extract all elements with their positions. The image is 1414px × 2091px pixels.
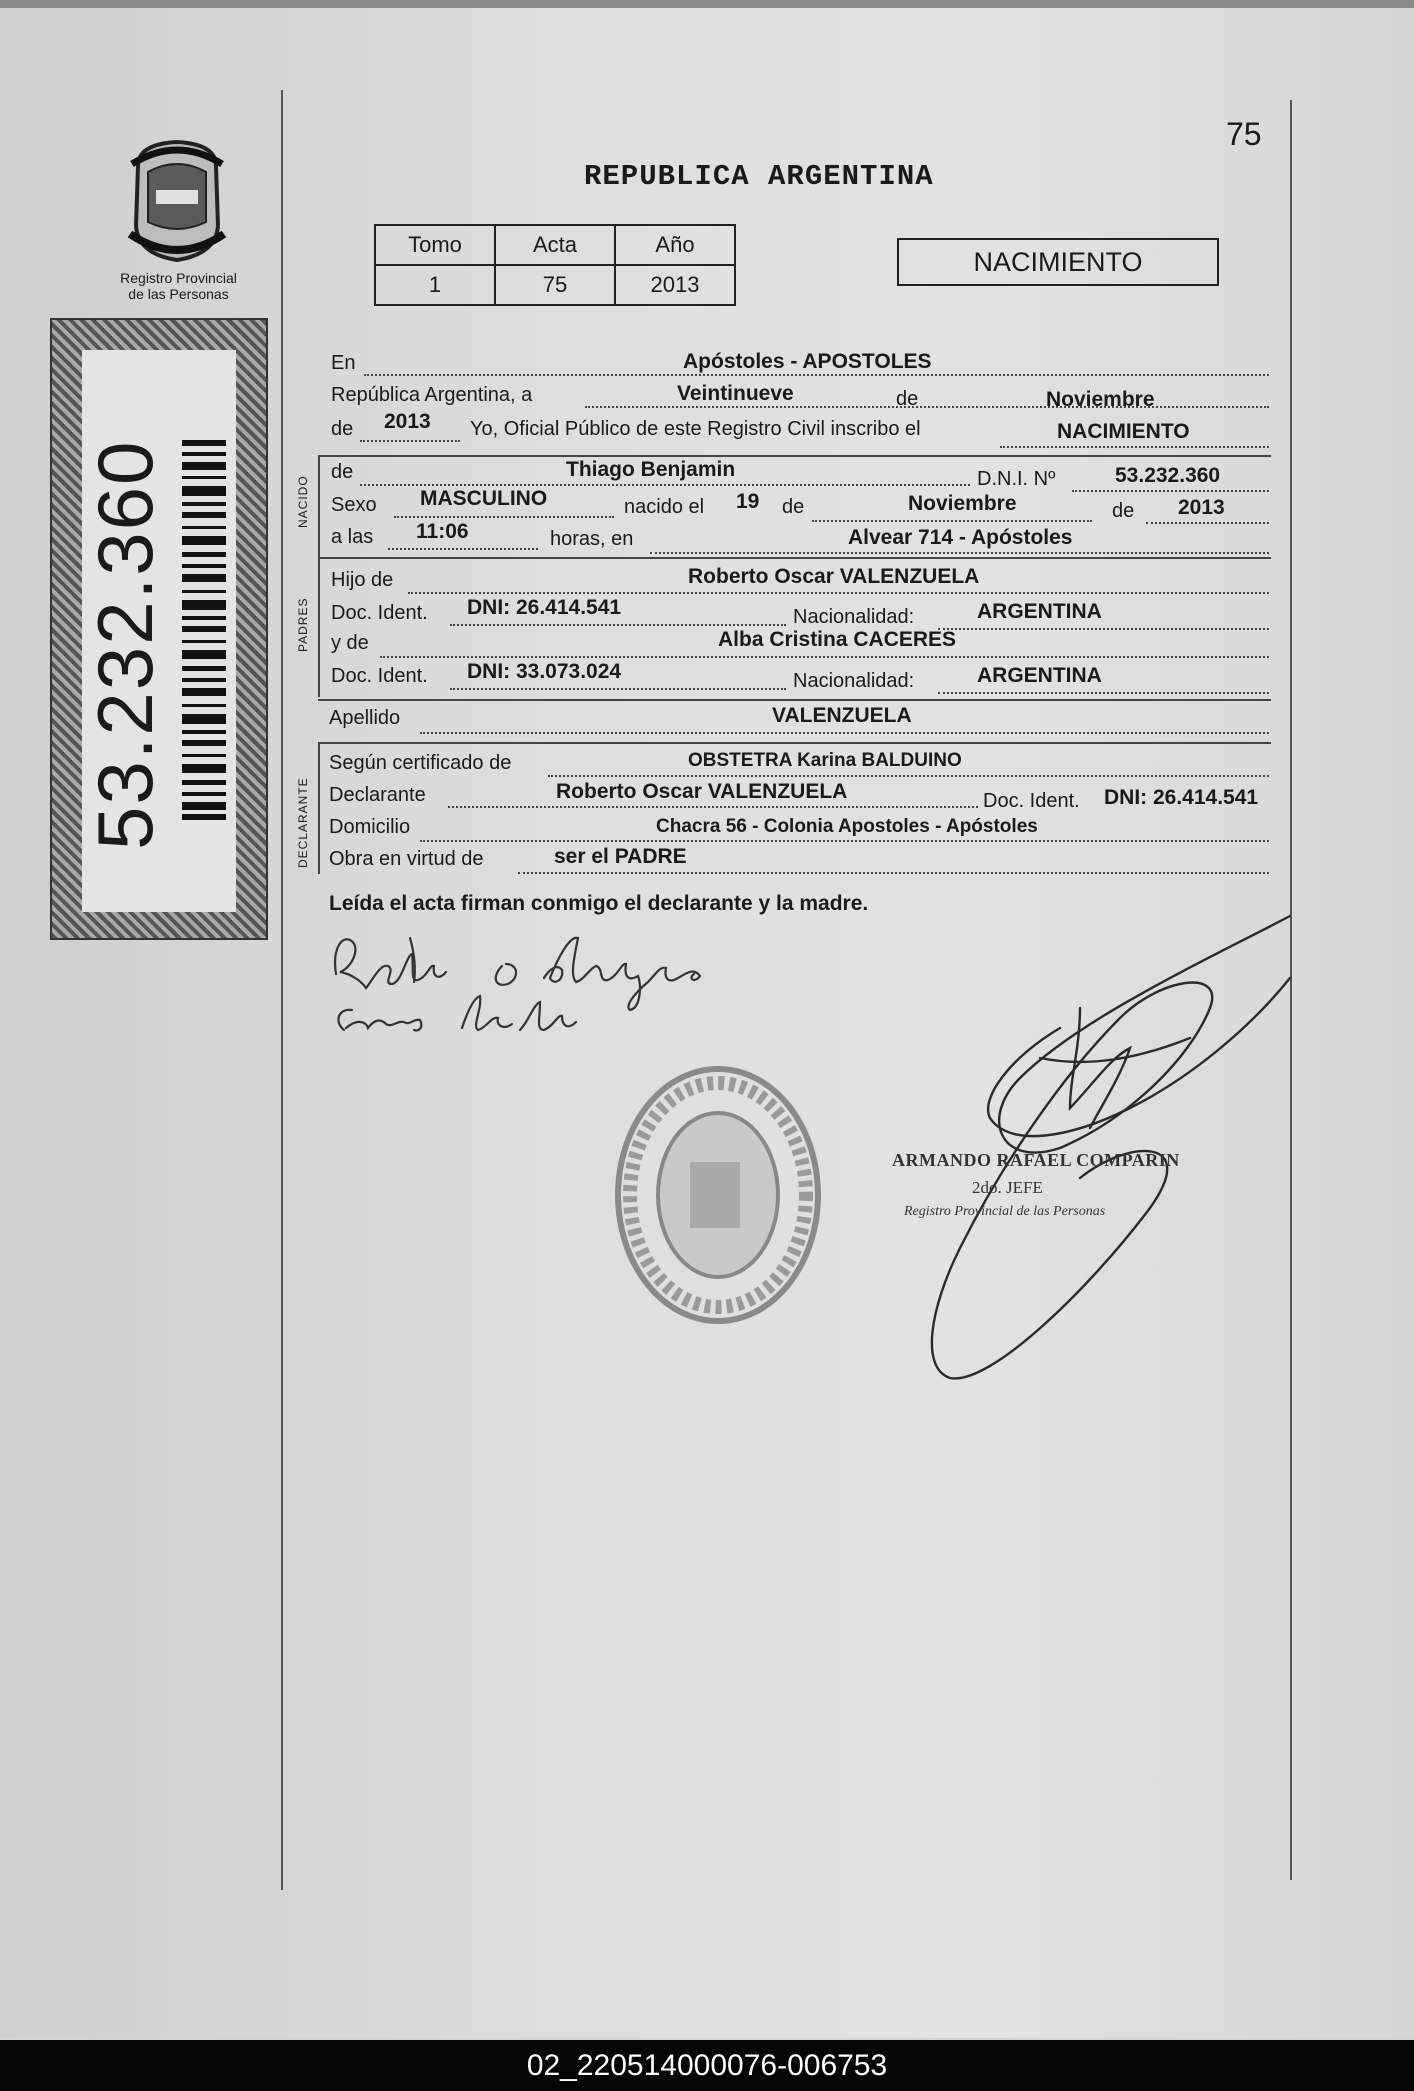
registry-line2: de las Personas	[128, 286, 229, 302]
declarante-label: Declarante	[329, 784, 426, 806]
padre-doc: DNI: 26.414.541	[467, 596, 622, 619]
nacido-de2-label: de	[1112, 500, 1135, 522]
barcode-number: 53.232.360	[81, 439, 169, 850]
certificado-value: OBSTETRA Karina BALDUINO	[688, 750, 962, 771]
section-rule-declarante	[318, 742, 320, 874]
madre-nac-dots	[938, 692, 1269, 694]
dni-dots	[1072, 490, 1269, 492]
official-name: ARMANDO RAFAEL COMPARIN	[892, 1150, 1180, 1170]
obra-dots	[518, 872, 1269, 874]
inscribo-dots	[1000, 446, 1269, 448]
a-las-label: a las	[331, 526, 374, 548]
section-label-declarante: DECLARANTE	[296, 777, 310, 868]
declarante-value: Roberto Oscar VALENZUELA	[556, 780, 848, 803]
horas-en-label: horas, en	[550, 528, 634, 550]
mes-value: Noviembre	[1046, 388, 1155, 411]
table-header-tomo: Tomo	[375, 225, 495, 265]
en-value: Apóstoles - APOSTOLES	[683, 350, 932, 373]
declarante-doc: DNI: 26.414.541	[1104, 786, 1259, 809]
sexo-value: MASCULINO	[420, 487, 548, 510]
table-value-acta: 75	[495, 265, 615, 305]
yde-label: y de	[331, 632, 369, 654]
madre-doc-dots	[450, 688, 786, 690]
handwritten-signature-1-icon	[322, 918, 802, 1058]
padre-nac: ARGENTINA	[977, 600, 1102, 623]
certificado-dots	[548, 775, 1269, 777]
section-rule-nacido	[318, 455, 320, 557]
table-value-tomo: 1	[375, 265, 495, 305]
de2-label: de	[331, 418, 354, 440]
barcode-bars-icon	[182, 440, 226, 820]
table-value-row	[375, 265, 735, 305]
anio-value: 2013	[384, 410, 431, 433]
official-office: Registro Provincial de las Personas	[904, 1204, 1106, 1219]
act-type-box: NACIMIENTO	[897, 238, 1219, 286]
domicilio-dots	[420, 840, 1269, 842]
nombre-dots	[360, 484, 970, 486]
republica-dots	[585, 406, 1269, 408]
madre-nac: ARGENTINA	[977, 664, 1102, 687]
table-header-anio: Año	[615, 225, 735, 265]
nacido-dia: 19	[736, 490, 760, 513]
padre-dots	[408, 592, 1269, 594]
scan-footer-id: 02_220514000076-006753	[0, 2040, 1414, 2091]
nombre-label: de	[331, 461, 354, 483]
doc-ident-label-2: Doc. Ident.	[331, 665, 428, 687]
en-dots	[364, 374, 1269, 376]
nacido-de-label: de	[782, 496, 805, 518]
nombre-value: Thiago Benjamin	[566, 458, 736, 481]
de-label: de	[896, 388, 919, 410]
nacido-label: nacido el	[624, 496, 705, 518]
en-label: En	[331, 352, 356, 374]
section-divider-4	[318, 742, 1271, 744]
dni-value: 53.232.360	[1115, 464, 1221, 487]
section-divider-1	[318, 455, 1271, 457]
table-value-anio: 2013	[615, 265, 735, 305]
nacido-anio: 2013	[1178, 496, 1225, 519]
official-seal-icon	[612, 1062, 824, 1328]
apellido-dots	[420, 732, 1269, 734]
lugar-dots	[650, 552, 1269, 554]
section-rule-padres	[318, 557, 320, 697]
page-number: 75	[1226, 116, 1262, 152]
registry-caption	[96, 270, 261, 302]
section-divider-2	[318, 557, 1271, 559]
oficial-text: Yo, Oficial Público de este Registro Civil inscribo el	[470, 418, 921, 440]
obra-value: ser el PADRE	[554, 845, 687, 868]
hora-value: 11:06	[416, 520, 469, 543]
declarante-dots	[448, 806, 978, 808]
padre-nac-dots	[938, 628, 1269, 630]
hora-dots	[388, 548, 538, 550]
sexo-dots	[394, 516, 614, 518]
document-title: REPUBLICA ARGENTINA	[584, 160, 934, 193]
nacido-mes: Noviembre	[908, 492, 1017, 515]
official-signature-icon	[830, 908, 1300, 1388]
madre-doc: DNI: 33.073.024	[467, 660, 622, 683]
doc-ident-label: Doc. Ident.	[331, 602, 428, 624]
nacionalidad-label-2: Nacionalidad:	[793, 670, 915, 692]
section-divider-3	[318, 699, 1271, 701]
apellido-value: VALENZUELA	[772, 704, 912, 727]
madre-dots	[380, 656, 1269, 658]
table-header-row	[375, 225, 735, 265]
domicilio-value: Chacra 56 - Colonia Apostoles - Apóstoles	[656, 816, 1038, 837]
declarante-doc-label: Doc. Ident.	[983, 790, 1080, 812]
tomo-acta-table	[374, 224, 736, 306]
anio-dots	[360, 440, 460, 442]
nacionalidad-label: Nacionalidad:	[793, 606, 915, 628]
inscribo-value: NACIMIENTO	[1057, 420, 1190, 443]
padre-doc-dots	[450, 624, 786, 626]
certificado-label: Según certificado de	[329, 752, 512, 774]
dni-label: D.N.I. Nº	[977, 468, 1056, 490]
closing-statement: Leída el acta firman conmigo el declarante y la madre.	[329, 892, 869, 915]
domicilio-label: Domicilio	[329, 816, 411, 838]
apellido-label: Apellido	[329, 707, 401, 729]
obra-label: Obra en virtud de	[329, 848, 484, 870]
provincia-de-misiones-seal-icon	[118, 136, 236, 266]
lugar-value: Alvear 714 - Apóstoles	[848, 526, 1073, 549]
padre-value: Roberto Oscar VALENZUELA	[688, 565, 980, 588]
left-margin-rule	[281, 90, 283, 1890]
republica-label: República Argentina, a	[331, 384, 533, 406]
section-label-nacido: NACIDO	[296, 475, 310, 528]
table-header-acta: Acta	[495, 225, 615, 265]
sexo-label: Sexo	[331, 494, 377, 516]
section-label-padres: PADRES	[296, 597, 310, 652]
nacido-anio-dots	[1146, 522, 1269, 524]
official-title: 2do. JEFE	[972, 1178, 1043, 1197]
madre-value: Alba Cristina CACERES	[718, 628, 957, 651]
registry-line1: Registro Provincial	[120, 270, 237, 286]
dia-value: Veintinueve	[677, 382, 794, 405]
nacido-mes-dots	[812, 520, 1092, 522]
hijo-label: Hijo de	[331, 569, 394, 591]
